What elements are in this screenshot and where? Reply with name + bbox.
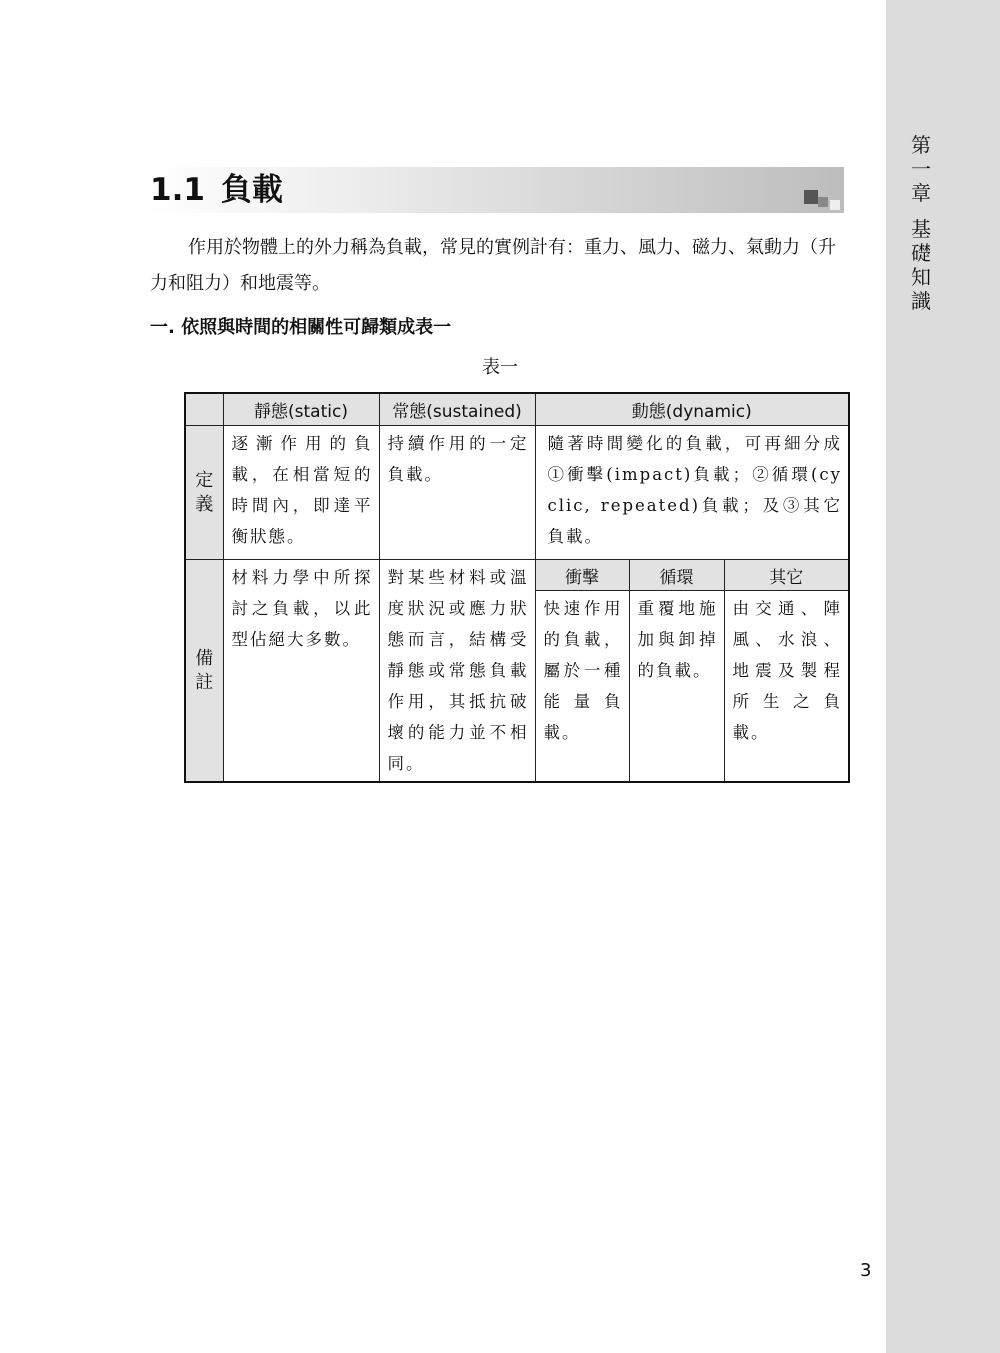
definition-dynamic: 隨著時間變化的負載，可再細分成①衝擊(impact)負載；②循環(cyclic, repeated)負載；及③其它負載。 <box>535 426 849 560</box>
header-dynamic: 動態(dynamic) <box>535 393 849 426</box>
chapter-char: 章 <box>911 181 931 205</box>
remarks-impact: 快速作用的負載，屬於一種能量負載。 <box>535 591 629 782</box>
intro-paragraph <box>150 230 850 302</box>
topic-char: 礎 <box>911 241 931 265</box>
topic-char: 基 <box>911 217 931 241</box>
definition-sustained: 持續作用的一定負載。 <box>379 426 535 560</box>
subheader-other: 其它 <box>724 560 849 591</box>
row-label-definition: 定 義 <box>185 426 223 560</box>
header-sustained: 常態(sustained) <box>379 393 535 426</box>
subheader-cyclic: 循環 <box>629 560 724 591</box>
decorative-square <box>830 200 840 210</box>
definition-static: 逐漸作用的負載，在相當短的時間內，即達平衡狀態。 <box>223 426 379 560</box>
section-title-text: 負載 <box>220 172 283 208</box>
topic-char: 知 <box>911 265 931 289</box>
chapter-side-tab <box>886 0 1000 1353</box>
decorative-square <box>818 197 828 207</box>
remarks-sustained: 對某些材料或溫度狀況或應力狀態而言，結構受靜態或常態負載作用，其抵抗破壞的能力並不相同。 <box>379 560 535 783</box>
chapter-vertical-label <box>906 133 936 313</box>
section-number: 1.1 <box>150 172 205 208</box>
subheader-impact: 衝擊 <box>535 560 629 591</box>
load-classification-table <box>184 392 850 783</box>
remarks-other: 由交通、陣風、水浪、地震及製程所生之負載。 <box>724 591 849 782</box>
row-label-remarks: 備 註 <box>185 560 223 783</box>
page-number: 3 <box>860 1260 872 1281</box>
remarks-static: 材料力學中所探討之負載，以此型佔絕大多數。 <box>223 560 379 783</box>
intro-text: 作用於物體上的外力稱為負載，常見的實例計有：重力、風力、磁力、氣動力（升力和阻力）和地震等。 <box>150 237 836 294</box>
corner-cell <box>185 393 223 426</box>
chapter-char: 一 <box>911 157 931 181</box>
subheading: 一. 依照與時間的相關性可歸類成表一 <box>150 317 452 338</box>
section-title <box>150 170 283 210</box>
table-caption: 表一 <box>482 357 518 378</box>
decorative-square <box>804 190 818 204</box>
chapter-char: 第 <box>911 133 931 157</box>
header-static: 靜態(static) <box>223 393 379 426</box>
remarks-cyclic: 重覆地施加與卸掉的負載。 <box>629 591 724 782</box>
topic-char: 識 <box>911 289 931 313</box>
